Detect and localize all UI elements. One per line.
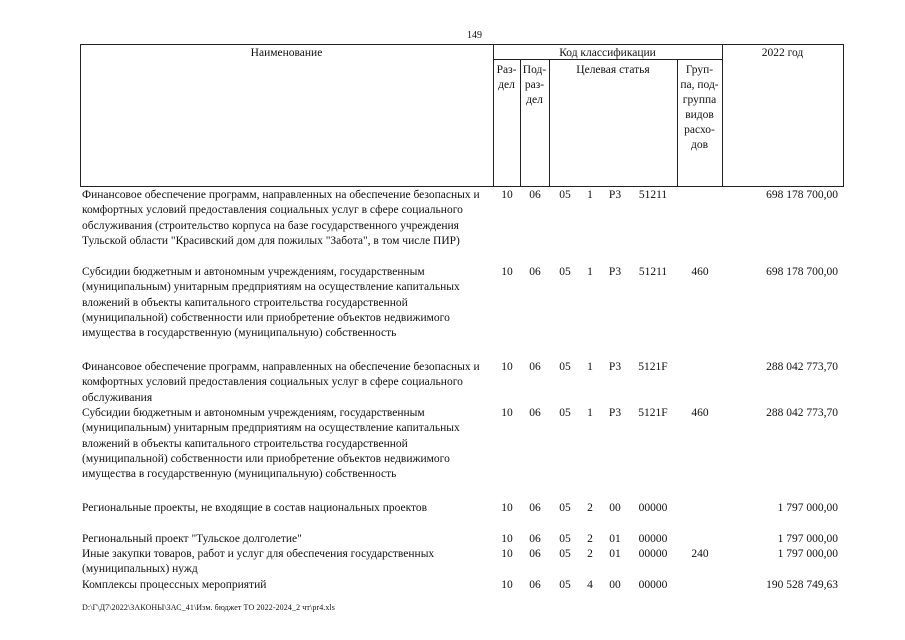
header-podrazdel: Под- раз- дел xyxy=(522,64,547,106)
row-amount: 288 042 773,70 xyxy=(766,361,838,373)
row-name: Субсидии бюджетным и автономным учреждениям, государственным (муниципальным) унитарным предприятиям на осуществление капитальных вложений в объекты капитального строительства государственной (муниципальной) собственности или приобретение объектов недвижимого имущества в государственную (муниципальную) собственность xyxy=(82,266,460,340)
header-vline-left xyxy=(80,44,81,187)
row-amount: 1 797 000,00 xyxy=(777,533,838,545)
row-cs2: 4 xyxy=(587,579,593,591)
row-razdel: 10 xyxy=(501,189,513,201)
header-target: Целевая статья xyxy=(576,64,650,76)
header-bottom-border xyxy=(80,186,843,187)
page-number: 149 xyxy=(467,30,482,41)
row-cs3: Р3 xyxy=(608,407,622,419)
header-vline-podrazdel xyxy=(549,59,550,187)
header-year: 2022 год xyxy=(761,47,804,59)
row-amount: 698 178 700,00 xyxy=(766,266,838,278)
row-name: Иные закупки товаров, работ и услуг для обеспечения государственных (муниципальных) нужд xyxy=(82,548,435,576)
row-amount: 190 528 749,63 xyxy=(766,579,838,591)
row-cs4: 51211 xyxy=(638,189,668,201)
row-cs2: 2 xyxy=(587,533,593,545)
row-group: 240 xyxy=(691,548,709,560)
row-amount: 698 178 700,00 xyxy=(766,189,838,201)
row-cs2: 1 xyxy=(587,361,593,373)
row-cs4: 5121F xyxy=(638,361,668,373)
row-podrazdel: 06 xyxy=(529,548,541,560)
row-cs1: 05 xyxy=(559,548,571,560)
row-cs1: 05 xyxy=(559,579,571,591)
row-podrazdel: 06 xyxy=(529,266,541,278)
header-vline-right xyxy=(843,44,844,187)
row-cs2: 2 xyxy=(587,548,593,560)
row-podrazdel: 06 xyxy=(529,502,541,514)
row-name: Финансовое обеспечение программ, направленных на обеспечение безопасных и комфортных условий предоставления социальных услуг в сфере социального обслуживания (строительство корпуса на базе государственного учреждения Тульской области "Красивский дом для пожилых "Забота", в том числе ПИР) xyxy=(82,189,480,247)
row-razdel: 10 xyxy=(501,533,513,545)
row-podrazdel: 06 xyxy=(529,361,541,373)
row-cs4: 51211 xyxy=(638,266,668,278)
row-group: 460 xyxy=(691,266,709,278)
row-cs4: 00000 xyxy=(638,533,668,545)
row-cs2: 1 xyxy=(587,266,593,278)
row-razdel: 10 xyxy=(501,407,513,419)
row-amount: 1 797 000,00 xyxy=(777,548,838,560)
header-vline-group xyxy=(722,44,723,187)
row-cs2: 1 xyxy=(587,189,593,201)
row-cs4: 00000 xyxy=(638,548,668,560)
row-razdel: 10 xyxy=(501,579,513,591)
row-podrazdel: 06 xyxy=(529,533,541,545)
header-code-group: Код классификации xyxy=(559,47,656,59)
row-cs2: 1 xyxy=(587,407,593,419)
row-cs3: Р3 xyxy=(608,266,622,278)
row-name: Региональный проект "Тульское долголетие" xyxy=(82,533,302,545)
row-name: Финансовое обеспечение программ, направленных на обеспечение безопасных и комфортных условий предоставления социальных услуг в сфере социального обслуживания xyxy=(82,361,480,404)
row-cs3: 00 xyxy=(609,579,621,591)
row-cs4: 00000 xyxy=(638,502,668,514)
row-amount: 288 042 773,70 xyxy=(766,407,838,419)
row-razdel: 10 xyxy=(501,266,513,278)
row-name: Субсидии бюджетным и автономным учреждениям, государственным (муниципальным) унитарным предприятиям на осуществление капитальных вложений в объекты капитального строительства государственной (муниципальной) собственности или приобретение объектов недвижимого имущества в государственную (муниципальную) собственность xyxy=(82,407,460,481)
row-podrazdel: 06 xyxy=(529,407,541,419)
row-razdel: 10 xyxy=(501,361,513,373)
row-amount: 1 797 000,00 xyxy=(777,502,838,514)
header-razdel: Раз- дел xyxy=(496,64,517,91)
row-podrazdel: 06 xyxy=(529,579,541,591)
row-cs1: 05 xyxy=(559,533,571,545)
row-cs1: 05 xyxy=(559,361,571,373)
row-cs3: 01 xyxy=(609,548,621,560)
header-group: Груп- па, под- группа видов расхо- дов xyxy=(680,64,719,151)
row-cs3: 01 xyxy=(609,533,621,545)
header-name: Наименование xyxy=(250,47,323,59)
row-cs2: 2 xyxy=(587,502,593,514)
row-podrazdel: 06 xyxy=(529,189,541,201)
row-cs3: Р3 xyxy=(608,189,622,201)
row-name: Комплексы процессных мероприятий xyxy=(82,579,267,591)
row-razdel: 10 xyxy=(501,502,513,514)
row-cs1: 05 xyxy=(559,189,571,201)
row-cs3: Р3 xyxy=(608,361,622,373)
row-razdel: 10 xyxy=(501,548,513,560)
row-cs4: 00000 xyxy=(638,579,668,591)
row-cs4: 5121F xyxy=(638,407,668,419)
footer-file-path: D:\Г\Д7\2022\ЗАКОНЫ\ЗАС_41\Изм. бюджет ТО 2022-2024_2 чт\pr4.xls xyxy=(82,603,336,612)
row-cs1: 05 xyxy=(559,407,571,419)
row-cs1: 05 xyxy=(559,502,571,514)
row-cs3: 00 xyxy=(609,502,621,514)
row-name: Региональные проекты, не входящие в состав национальных проектов xyxy=(82,502,428,514)
row-cs1: 05 xyxy=(559,266,571,278)
header-top-border xyxy=(80,44,843,45)
row-group: 460 xyxy=(691,407,709,419)
